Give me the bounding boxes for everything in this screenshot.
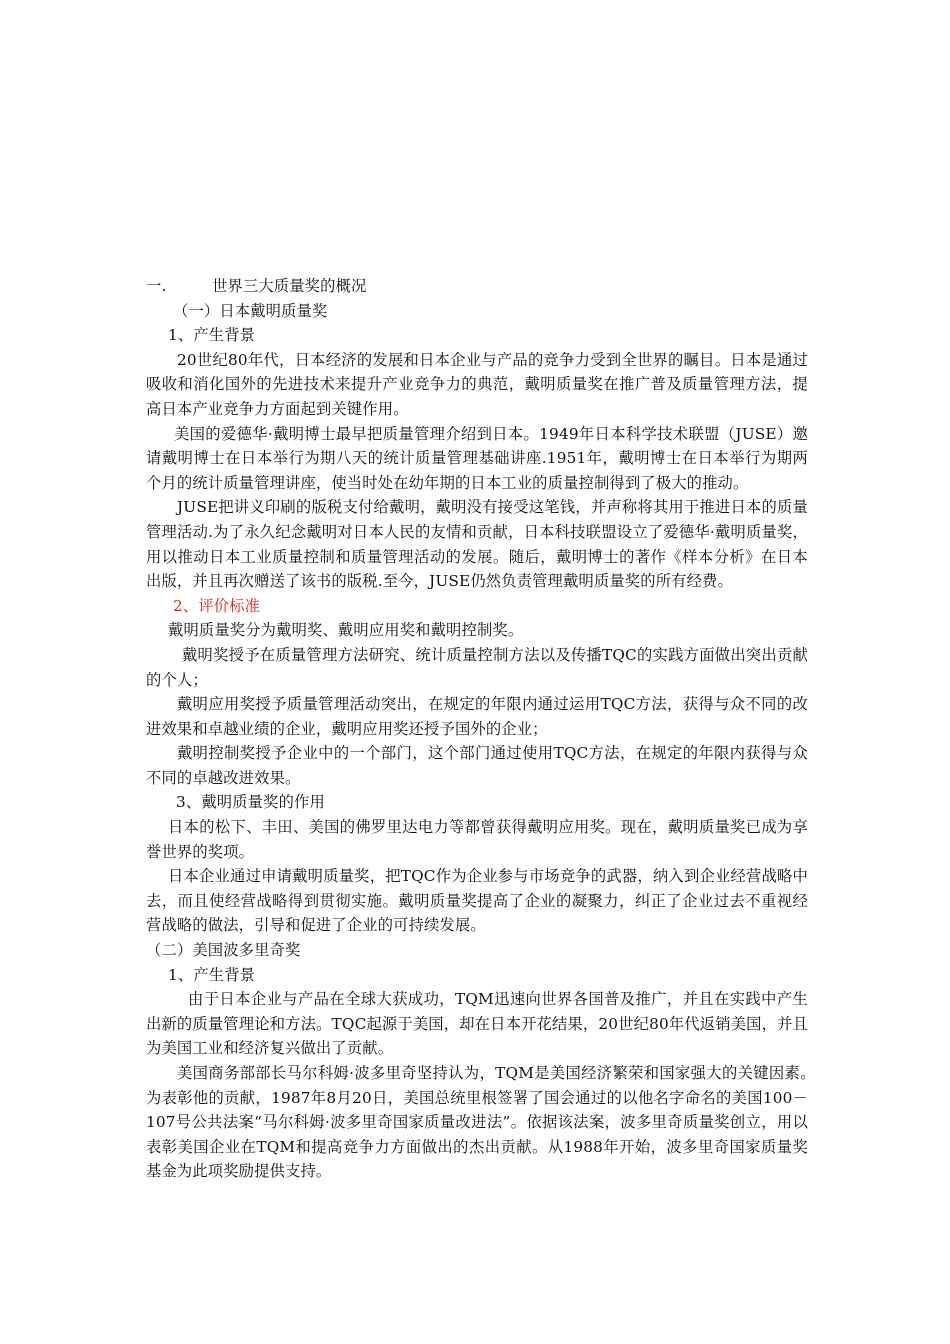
section-2-title: （二）美国波多里奇奖 [146,941,301,960]
paragraph-4: 戴明质量奖分为戴明奖、戴明应用奖和戴明控制奖。 [168,621,524,640]
paragraph-2: 美国的爱德华·戴明博士最早把质量管理介绍到日本。1949年日本科学技术联盟（JUSE）邀请戴明博士在日本举行为期八天的统计质量管理基础讲座.1951年，戴明博士在日本举行为期两个月的统计质量管理讲座，使当时处在幼年期的日本工业的质量控制得到了极大的推动。 [146,424,808,492]
paragraph-11: 美国商务部部长马尔科姆·波多里奇坚持认为，TQM是美国经济繁荣和国家强大的关键因素。 为表彰他的贡献，1987年8月20日，美国总统里根签署了国会通过的以他名字命名的美国100－107号公共法案“马尔科姆·波多里奇国家质量改进法”。依据该法案，波多里奇质量奖创立，用以表彰美国企业在TQM和提高竞争力方面做出的杰出贡献。从1988年开始，波多里奇国家质量奖基金为此项奖励提供支持。 [146,1064,824,1181]
paragraph-3: JUSE把讲义印刷的版税支付给戴明，戴明没有接受这笔钱，并声称将其用于推进日本的质量管理活动.为了永久纪念戴明对日本人民的友情和贡献，日本科技联盟设立了爱德华·戴明质量奖，用以推动日本工业质量控制和质量管理活动的发展。随后，戴明博士的著作《样本分析》在日本出版，并且再次赠送了该书的版税.至今，JUSE仍然负责管理戴明质量奖的所有经费。 [146,498,808,591]
section-1-title: （一）日本戴明质量奖 [173,301,328,320]
paragraph-9: 日本企业通过申请戴明质量奖，把TQC作为企业参与市场竞争的武器，纳入到企业经营战略中去，而且使经营战略得到贯彻实施。戴明质量奖提高了企业的凝聚力，纠正了企业过去不重视经营战略的做法，引导和促进了企业的可持续发展。 [146,867,808,935]
main-heading [146,274,808,299]
document-body [146,274,824,1184]
section-1-sub-background: 1、产生背景 [168,326,256,345]
section-1-sub-role: 3、戴明质量奖的作用 [176,793,325,812]
paragraph-1: 20世纪80年代，日本经济的发展和日本企业与产品的竞争力受到全世界的瞩目。日本是通过吸收和消化国外的先进技术来提升产业竞争力的典范，戴明质量奖在推广普及质量管理方法，提高日本产业竞争力方面起到关键作用。 [146,350,808,418]
paragraph-5: 戴明奖授予在质量管理方法研究、统计质量控制方法以及传播TQC的实践方面做出突出贡献的个人； [146,645,808,689]
section-1-sub-criteria: 2、评价标准 [173,596,261,615]
main-heading-number: 一. [146,277,167,295]
paragraph-7: 戴明控制奖授予企业中的一个部门，这个部门通过使用TQC方法，在规定的年限内获得与众不同的卓越改进效果。 [146,744,808,787]
paragraph-10: 由于日本企业与产品在全球大获成功，TQM迅速向世界各国普及推广，并且在实践中产生出新的质量管理论和方法。TQC起源于美国，却在日本开花结果，20世纪80年代返销美国，并且为美国工业和经济复兴做出了贡献。 [146,990,808,1058]
main-heading-text: 世界三大质量奖的概况 [212,277,367,295]
paragraph-6: 戴明应用奖授予质量管理活动突出，在规定的年限内通过运用TQC方法，获得与众不同的改进效果和卓越业绩的企业，戴明应用奖还授予国外的企业； [146,695,808,738]
section-2-sub-background: 1、产生背景 [168,965,256,984]
paragraph-8: 日本的松下、丰田、美国的佛罗里达电力等都曾获得戴明应用奖。现在，戴明质量奖已成为享誉世界的奖项。 [146,818,808,861]
